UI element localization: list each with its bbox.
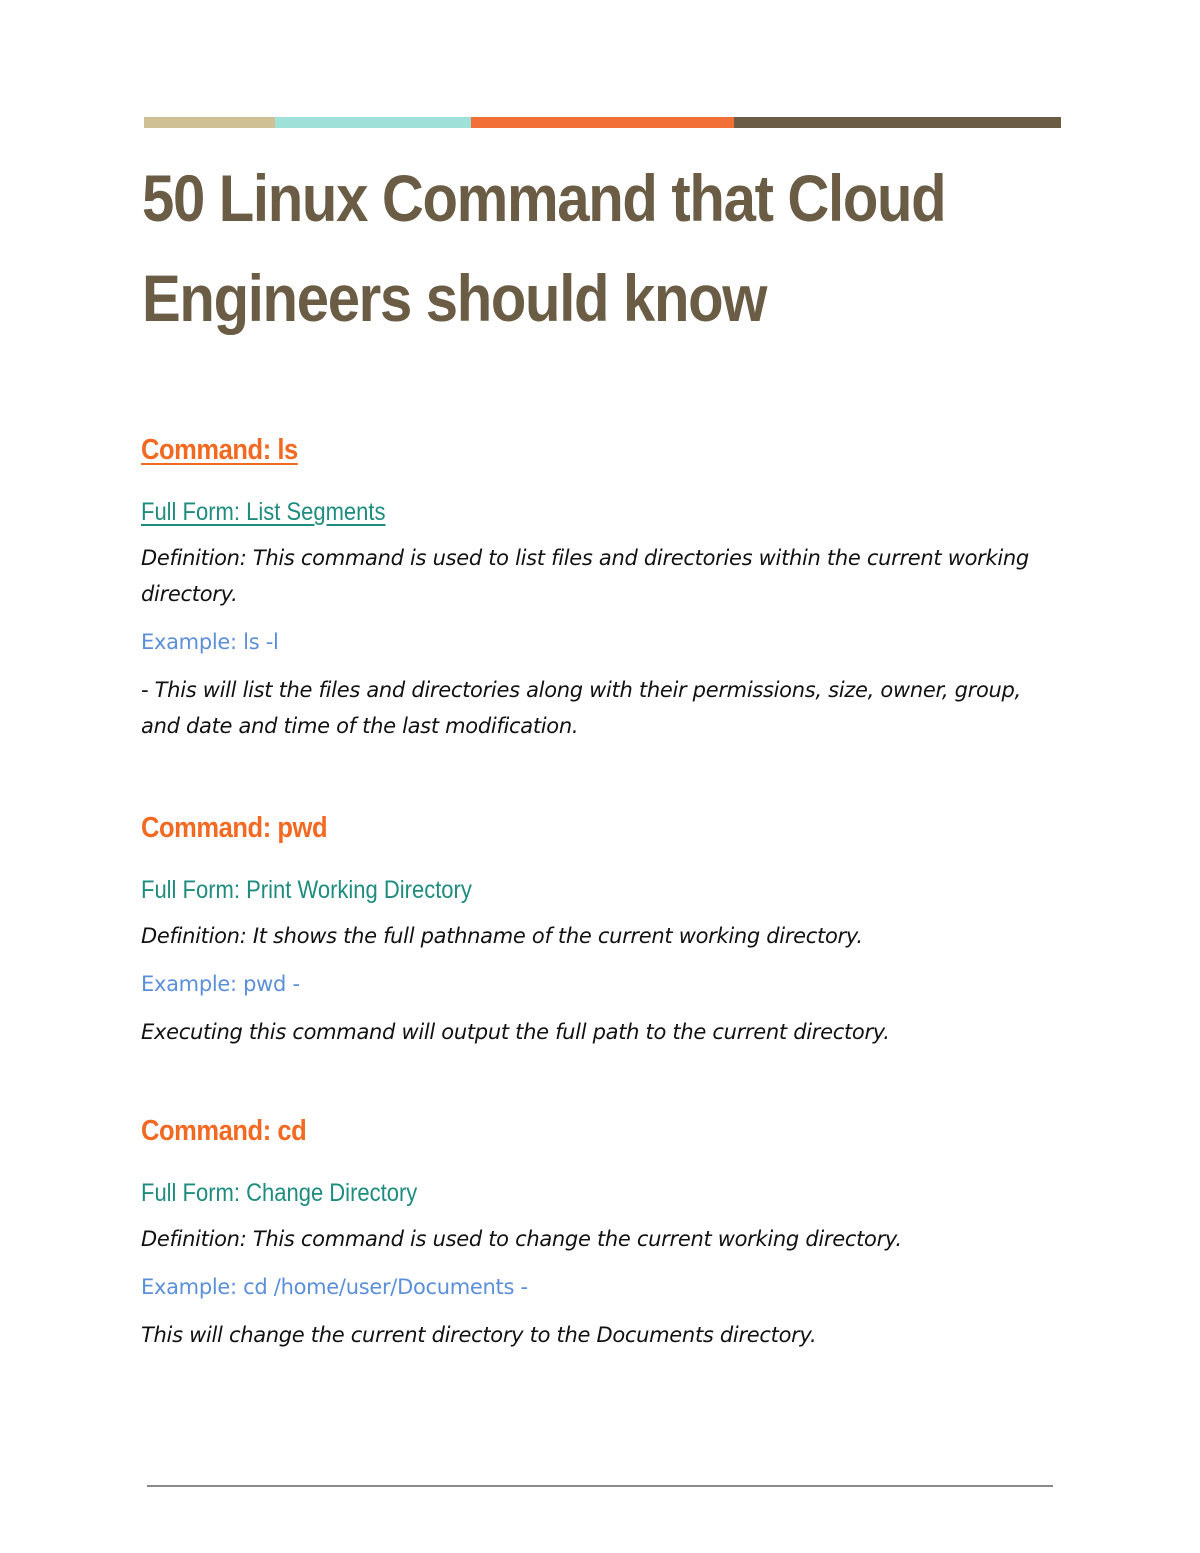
example-note: Executing this command will output the full path to the current directory. — [141, 1020, 890, 1044]
full-form: Full Form: Print Working Directory — [141, 876, 472, 904]
title-line-1: 50 Linux Command that Cloud — [142, 161, 946, 235]
example-note: - This will list the files and directories along with their permissions, size, owner, group, and date and time of the last modification. — [141, 678, 1021, 738]
definition-text: Definition: This command is used to list files and directories within the current working directory. — [141, 546, 1029, 606]
command-section-cd — [141, 1109, 1061, 1353]
full-form: Full Form: List Segments — [141, 498, 386, 526]
definition-text: Definition: This command is used to change the current working directory. — [141, 1227, 902, 1251]
command-heading: Command: cd — [141, 1115, 307, 1147]
command-section-ls — [141, 428, 1061, 744]
definition-text: Definition: It shows the full pathname of the current working directory. — [141, 924, 863, 948]
command-section-pwd — [141, 806, 1061, 1050]
command-heading: Command: ls — [141, 434, 298, 466]
example-note: This will change the current directory to the Documents directory. — [141, 1323, 817, 1347]
title-line-2: Engineers should know — [142, 261, 767, 335]
color-bar-segment — [275, 117, 471, 128]
color-bar-segment — [734, 117, 1061, 128]
example-text: Example: cd /home/user/Documents - — [141, 1275, 528, 1299]
full-form: Full Form: Change Directory — [141, 1179, 418, 1207]
example-text: Example: pwd - — [141, 972, 300, 996]
decorative-color-bar — [144, 117, 1061, 128]
color-bar-segment — [144, 117, 275, 128]
example-text: Example: ls -l — [141, 630, 279, 654]
page-title — [142, 148, 987, 348]
command-heading: Command: pwd — [141, 812, 328, 844]
color-bar-segment — [471, 117, 734, 128]
footer-divider — [147, 1485, 1053, 1487]
